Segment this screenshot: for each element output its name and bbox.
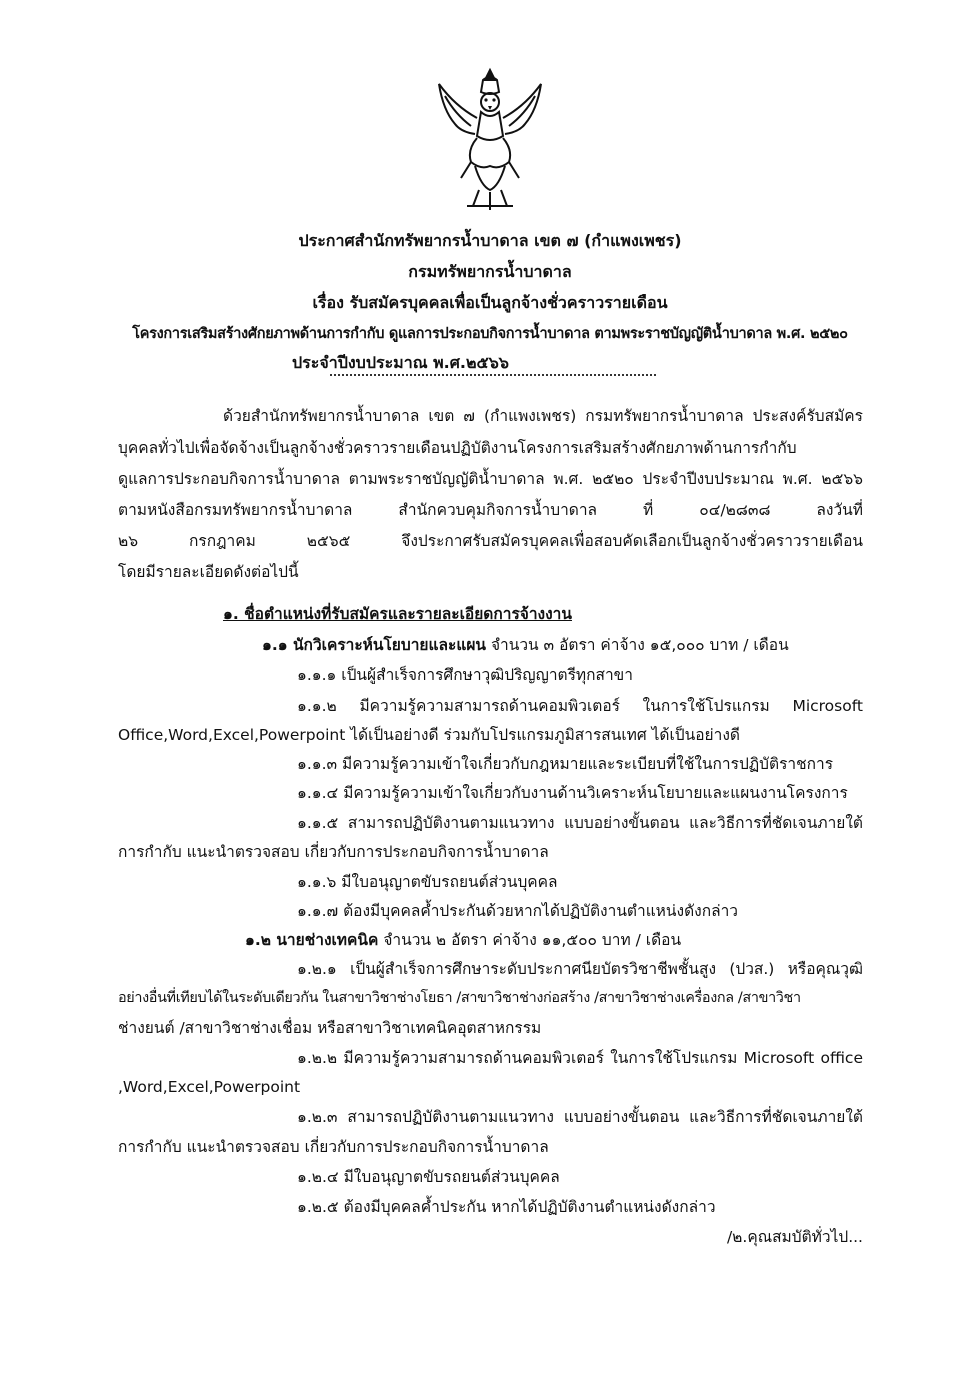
list-item: ๑.๑.๒ มีความรู้ความสามารถด้านคอมพิวเตอร์ ในการใช้โปรแกรม Microsoft [297,697,863,715]
list-item: ๑.๒.๓ สามารถปฏิบัติงานตามแนวทาง แบบอย่างขั้นตอน และวิธีการที่ชัดเจนภายใต้ [297,1108,863,1126]
list-item: ๑.๑.๔ มีความรู้ความเข้าใจเกี่ยวกับงานด้านวิเคราะห์นโยบายและแผนงานโครงการ [297,784,848,802]
position-heading [245,929,681,951]
intro-line: ด้วยสำนักทรัพยากรน้ำบาดาล เขต ๗ (กำแพงเพชร) กรมทรัพยากรน้ำบาดาล ประสงค์รับสมัคร [223,407,863,425]
list-item: ๑.๑.๕ สามารถปฏิบัติงานตามแนวทาง แบบอย่างขั้นตอน และวิธีการที่ชัดเจนภายใต้ [297,814,863,832]
intro-line: ดูแลการประกอบกิจการน้ำบาดาล ตามพระราชบัญญัติน้ำบาดาล พ.ศ. ๒๕๒๐ ประจำปีงบประมาณ พ.ศ. ๒๕๖๖ [118,470,863,488]
header-project: โครงการเสริมสร้างศักยภาพด้านการกำกับ ดูแลการประกอบกิจการน้ำบาดาล ตามพระราชบัญญัติน้ำบาดาล พ.ศ. ๒๕๒๐ [132,326,848,342]
position-detail: จำนวน ๓ อัตรา ค่าจ้าง ๑๕,๐๐๐ บาท / เดือน [490,636,789,654]
garuda-emblem-icon [431,66,549,214]
list-item: ๑.๒.๔ มีใบอนุญาตขับรถยนต์ส่วนบุคคล [297,1168,560,1186]
list-item: ๑.๑.๗ ต้องมีบุคคลค้ำประกันด้วยหากได้ปฏิบัติงานตำแหน่งดังกล่าว [297,902,738,920]
list-item: ๑.๑.๖ มีใบอนุญาตขับรถยนต์ส่วนบุคคล [297,873,558,891]
intro-line: บุคคลทั่วไปเพื่อจัดจ้างเป็นลูกจ้างชั่วคราวรายเดือนปฏิบัติงานโครงการเสริมสร้างศักยภาพด้านการกำกับ [118,439,797,457]
dotted-divider [330,374,656,376]
list-item: Office,Word,Excel,Powerpoint ได้เป็นอย่างดี ร่วมกับโปรแกรมภูมิสารสนเทศ ได้เป็นอย่างดี [118,726,740,744]
list-item: อย่างอื่นที่เทียบได้ในระดับเดียวกัน ในสาขาวิชาช่างโยธา /สาขาวิชาช่างก่อสร้าง /สาขาวิชาช่างเครื่องกล /สาขาวิชา [118,990,801,1006]
intro-line: ๒๖ กรกฎาคม ๒๕๖๕ จึงประกาศรับสมัครบุคคลเพื่อสอบคัดเลือกเป็นลูกจ้างชั่วคราวรายเดือน [118,532,863,550]
list-item: ,Word,Excel,Powerpoint [118,1078,301,1096]
list-item: ช่างยนต์ /สาขาวิชาช่างเชื่อม หรือสาขาวิชาเทคนิคอุตสาหกรรม [118,1019,542,1037]
header-subject: เรื่อง รับสมัครบุคคลเพื่อเป็นลูกจ้างชั่วคราวรายเดือน [312,293,668,312]
position-title: ๑.๒ นายช่างเทคนิค [245,931,379,949]
header-department: กรมทรัพยากรน้ำบาดาล [408,262,572,281]
list-item: ๑.๑.๑ เป็นผู้สำเร็จการศึกษาวุฒิปริญญาตรีทุกสาขา [297,666,633,684]
intro-line: ตามหนังสือกรมทรัพยากรน้ำบาดาล สำนักควบคุมกิจการน้ำบาดาล ที่ ๐๔/๒๘๓๘ ลงวันที่ [118,501,863,519]
position-title: ๑.๑ นักวิเคราะห์นโยบายและแผน [262,636,486,654]
list-item: ๑.๒.๑ เป็นผู้สำเร็จการศึกษาระดับประกาศนียบัตรวิชาชีพชั้นสูง (ปวส.) หรือคุณวุฒิ [297,960,863,978]
list-item: การกำกับ แนะนำตรวจสอบ เกี่ยวกับการประกอบกิจการน้ำบาดาล [118,843,549,861]
section-title: ๑. ชื่อตำแหน่งที่รับสมัครและรายละเอียดการจ้างงาน [223,605,572,623]
header-fiscal-year: ประจำปีงบประมาณ พ.ศ.๒๕๖๖ [292,353,509,372]
position-heading [262,634,789,656]
header-title: ประกาศสำนักทรัพยากรน้ำบาดาล เขต ๗ (กำแพงเพชร) [298,231,682,250]
list-item: ๑.๒.๒ มีความรู้ความสามารถด้านคอมพิวเตอร์ ในการใช้โปรแกรม Microsoft office [297,1049,863,1067]
list-item: ๑.๑.๓ มีความรู้ความเข้าใจเกี่ยวกับกฎหมายและระเบียบที่ใช้ในการปฏิบัติราชการ [297,755,834,773]
intro-line: โดยมีรายละเอียดดังต่อไปนี้ [118,563,299,581]
continued-marker: /๒.คุณสมบัติทั่วไป... [726,1228,863,1246]
list-item: การกำกับ แนะนำตรวจสอบ เกี่ยวกับการประกอบกิจการน้ำบาดาล [118,1138,549,1156]
position-detail: จำนวน ๒ อัตรา ค่าจ้าง ๑๑,๕๐๐ บาท / เดือน [383,931,682,949]
list-item: ๑.๒.๕ ต้องมีบุคคลค้ำประกัน หากได้ปฏิบัติงานตำแหน่งดังกล่าว [297,1198,716,1216]
